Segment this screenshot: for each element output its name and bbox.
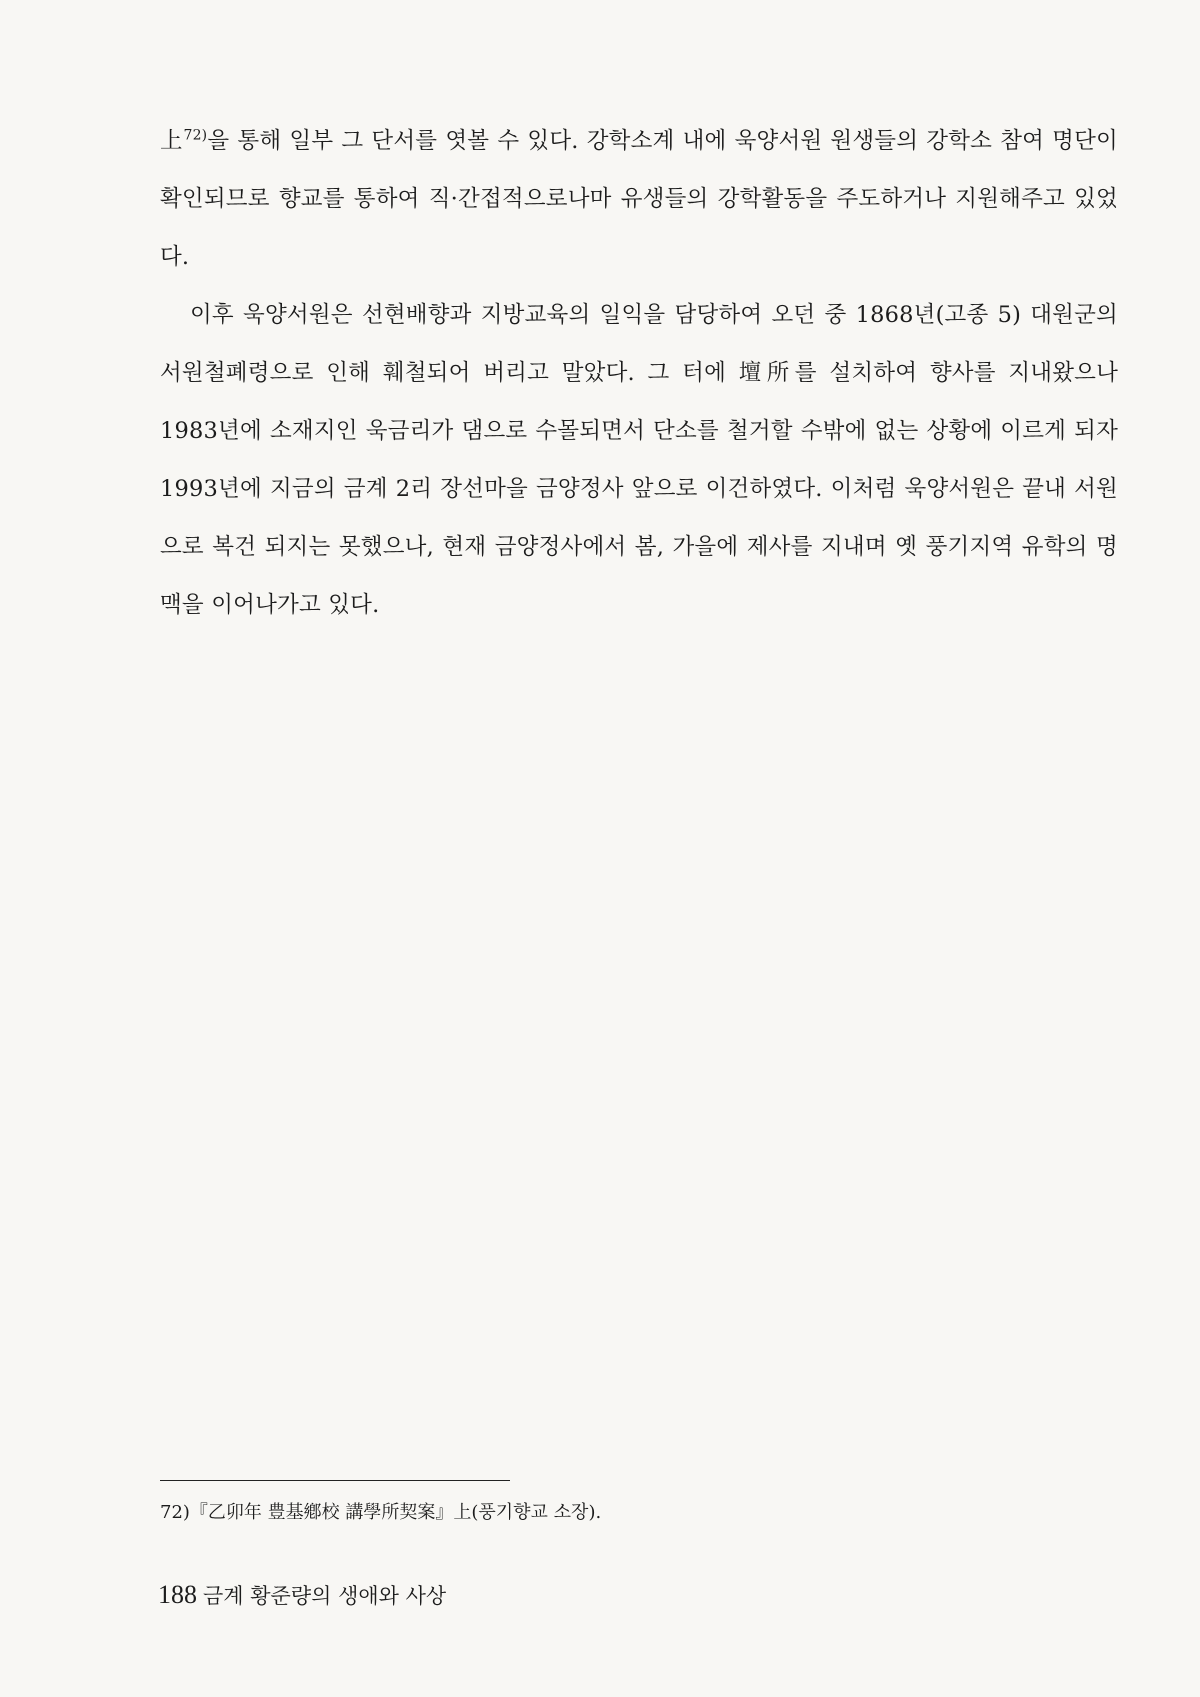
paragraph-2: 이후 욱양서원은 선현배향과 지방교육의 일익을 담당하여 오던 중 1868년(고종 5) 대원군의 서원철폐령으로 인해 훼철되어 버리고 말았다. 그 터에 壇所를 설치하여 향사를 지내왔으나 1983년에 소재지인 욱금리가 댐으로 수몰되면서 단소를 철거할 수밖에 없는 상황에 이르게 되자 1993년에 지금의 금계 2리 장선마을 금양정사 앞으로 이건하였다. 이처럼 욱양서원은 끝내 서원으로 복건 되지는 못했으나, 현재 금양정사에서 봄, 가을에 제사를 지내며 옛 풍기지역 유학의 명맥을 이어나가고 있다. (160, 302, 1118, 618)
footnote-72: 72)『乙卯年 豊基鄕校 講學所契案』上(풍기향교 소장). (160, 1502, 602, 1523)
page-number: 188 (158, 1580, 197, 1609)
paragraph-1-text: 을 통해 일부 그 단서를 엿볼 수 있다. 강학소계 내에 욱양서원 원생들의 강학소 참여 명단이 확인되므로 향교를 통하여 직·간접적으로나마 유생들의 강학활동을 주도하거나 지원해주고 있었다. (160, 128, 1118, 270)
footnote-divider (160, 1480, 510, 1481)
footnote-reference-72: 72) (183, 127, 208, 144)
paragraph-1-lead: 上 (160, 128, 184, 154)
paragraph-1 (160, 112, 1118, 286)
running-title: 금계 황준량의 생애와 사상 (203, 1584, 447, 1608)
page-footer (158, 1580, 446, 1611)
body-text (160, 112, 1118, 634)
